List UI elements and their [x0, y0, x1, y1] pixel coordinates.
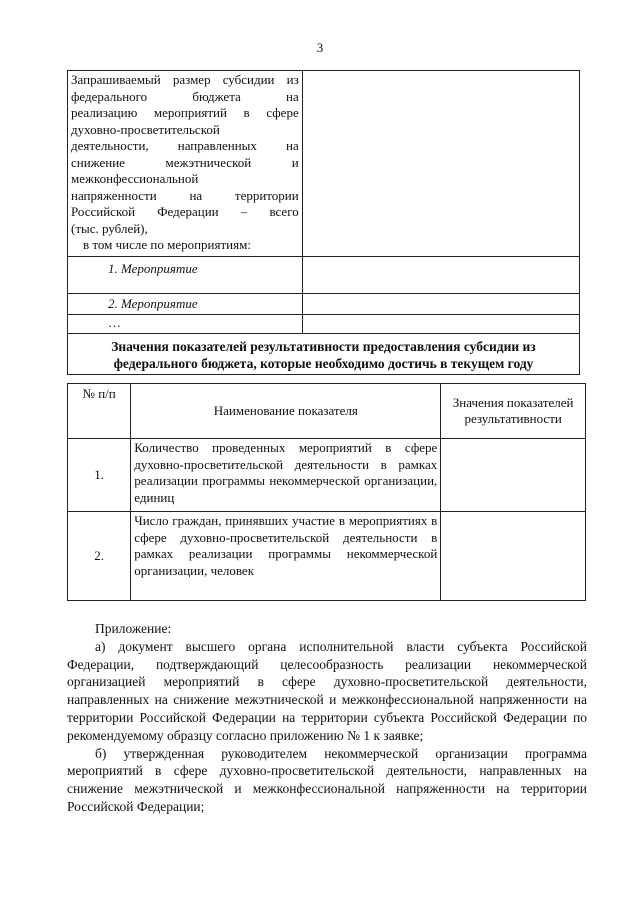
heading-row [68, 334, 580, 375]
request-label-cell [68, 71, 303, 257]
request-line-2: реализацию мероприятий в сфере [71, 105, 299, 120]
appendix-item-b: б) утвержденная руководителем некоммерческой организации программа мероприятий в сфере духовно-просветительской деятельности, направленных на снижение межэтнической и межконфессиональной напряженности на территории Российской Федерации; [67, 745, 587, 814]
header-name: Наименование показателя [131, 384, 441, 439]
row2-name: Число граждан, принявших участие в мероприятиях в сфере духовно-просветительской деятельности в рамках реализации программы некоммерческой организации, человек [134, 513, 438, 578]
event1-row [68, 257, 580, 294]
request-row [68, 71, 580, 257]
request-line-0: Запрашиваемый размер субсидии из [71, 72, 299, 87]
request-line-1: федерального бюджета на [71, 88, 299, 104]
appendix-title: Приложение: [95, 621, 172, 636]
page-number: 3 [316, 40, 324, 55]
request-label [68, 71, 302, 255]
request-line-8: Российской Федерации – всего [71, 204, 299, 219]
table-row [68, 439, 586, 512]
event2-value-cell [302, 294, 579, 315]
row2-name-cell [131, 512, 441, 601]
ellipsis-value-cell [302, 315, 579, 334]
request-line-7: напряженности на территории [71, 187, 299, 203]
row1-name: Количество проведенных мероприятий в сфере духовно-просветительской деятельности в рамках реализации программы некоммерческой организации, единиц [134, 440, 438, 505]
appendix-section [67, 620, 587, 816]
event1-label-cell [68, 257, 303, 294]
request-line-5: снижение межэтнической и [71, 154, 299, 170]
request-line-3: духовно-просветительской [71, 121, 220, 137]
request-line-4: деятельности, направленных на [71, 138, 299, 153]
event2-label: 2. Мероприятие [108, 296, 198, 311]
subsidy-table [67, 70, 580, 375]
event1-value-cell [302, 257, 579, 294]
event2-label-cell [68, 294, 303, 315]
row1-num: 1. [68, 439, 131, 512]
request-line-6: межконфессиональной [71, 171, 199, 186]
indicators-heading: Значения показателей результативности предоставления субсидии из федерального бюджета, которые необходимо достичь в текущем году [111, 339, 536, 371]
header-value: Значения показателей результативности [441, 384, 586, 439]
row2-value [441, 512, 586, 601]
event2-row [68, 294, 580, 315]
indicators-table [67, 383, 586, 601]
row1-name-cell [131, 439, 441, 512]
ellipsis-row [68, 315, 580, 334]
request-value-cell [302, 71, 579, 257]
request-line-9: (тыс. рублей), [71, 220, 148, 236]
heading-cell [68, 334, 580, 375]
row1-value [441, 439, 586, 512]
table-row [68, 512, 586, 601]
ellipsis-cell [68, 315, 303, 334]
ellipsis-label: … [108, 315, 121, 330]
including-label: в том числе по мероприятиям: [83, 237, 251, 252]
event1-label: 1. Мероприятие [108, 261, 198, 276]
indicators-header-row [68, 384, 586, 439]
header-num: № п/п [68, 384, 131, 439]
appendix-item-a: а) документ высшего органа исполнительной власти субъекта Российской Федерации, подтверждающий целесообразность реализации некоммерческой организацией мероприятий в сфере духовно-просветительской деятельности, направленных на снижение межэтнической и межконфессиональной напряженности на территории Российской Федерации на территории субъекта Российской Федерации по рекомендуемому образцу согласно приложению № 1 к заявке; [67, 638, 587, 743]
row2-num: 2. [68, 512, 131, 601]
